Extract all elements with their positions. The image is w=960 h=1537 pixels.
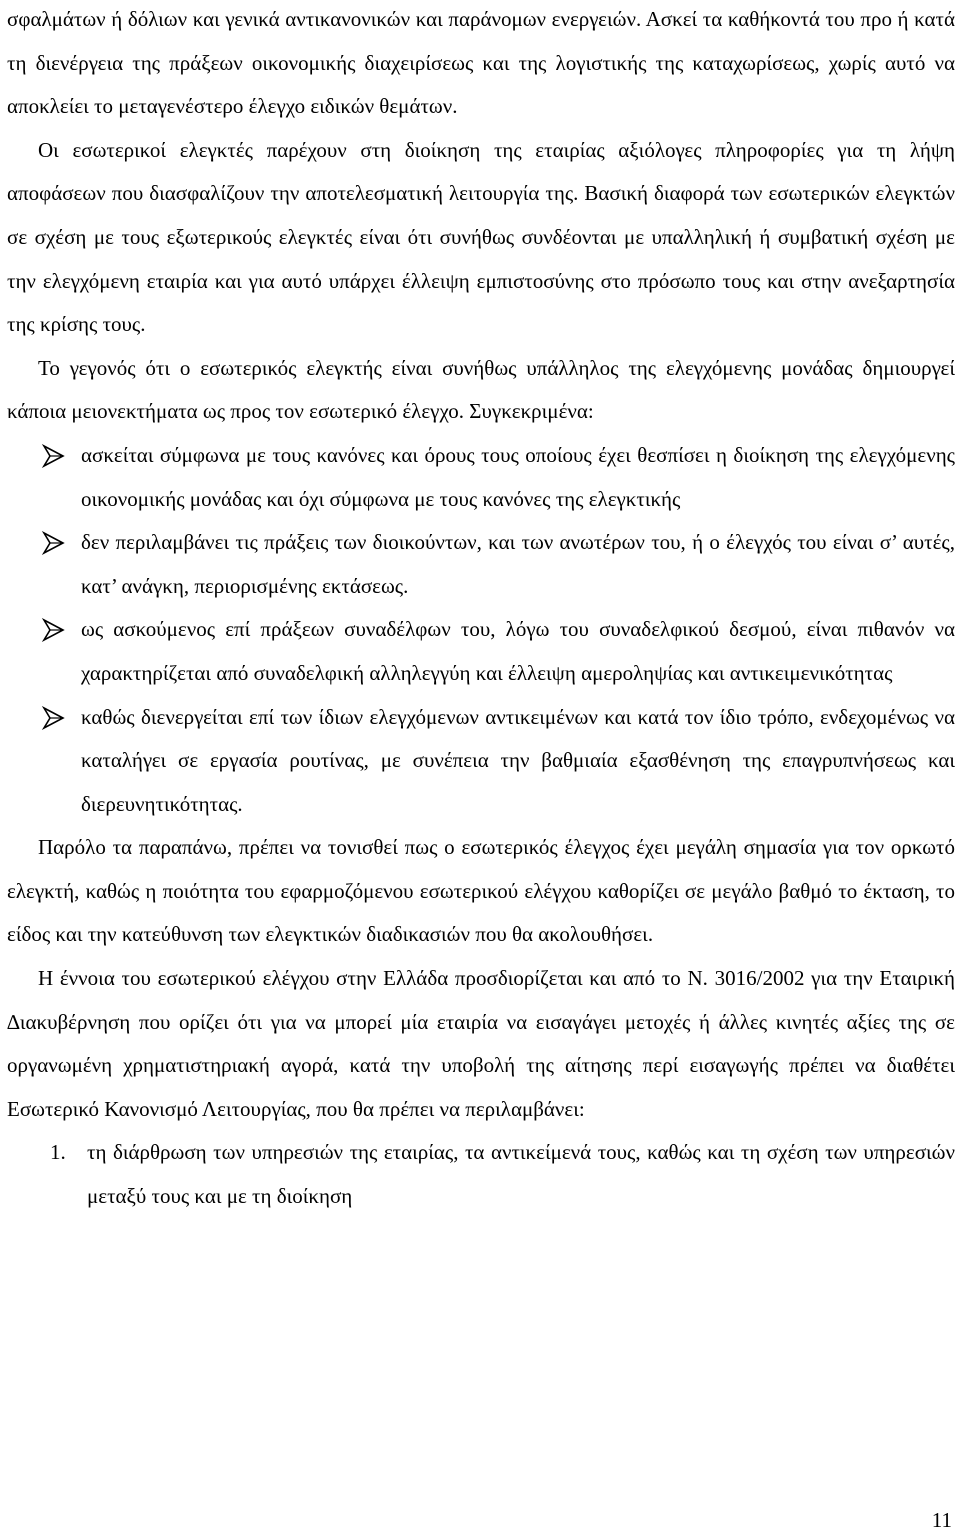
paragraph-law-3016: Η έννοια του εσωτερικού ελέγχου στην Ελλάδα προσδιορίζεται και από το Ν. 3016/2002 για την Εταιρική ∆ιακυβέρνηση που ορίζει ότι για να μπορεί μία εταιρία να εισαγάγει μετοχές ή άλλες κινητές αξίες της σε οργανωμένη χρηματιστηριακή αγορά, κατά την υποβολή της αίτησης περί εισαγωγής πρέπει να διαθέτει Εσωτερικό Κανονισμό Λειτουργίας, που θα πρέπει να περιλαμβάνει: (7, 966, 955, 1121)
list-item-text: καθώς διενεργείται επί των ίδιων ελεγχόμενων αντικειμένων και κατά τον ίδιο τρόπο, ενδεχομένως να καταλήγει σε εργασία ρουτίνας, με συνέπεια την βαθμιαία εξασθένηση της επαγρυπνήσεως και διερευνητικότητας. (81, 704, 955, 816)
arrowhead-bullet-icon (41, 618, 65, 642)
list-item-text: ασκείται σύμφωνα με τους κανόνες και όρους τους οποίους έχει θεσπίσει η διοίκηση της ελεγχόμενης οικονομικής μονάδας και όχι σύμφωνα με τους κανόνες της ελεγκτικής (81, 442, 955, 511)
paragraph-disadvantages-intro: Το γεγονός ότι ο εσωτερικός ελεγκτής είναι συνήθως υπάλληλος της ελεγχόμενης μονάδας δημιουργεί κάποια μειονεκτήματα ως προς τον εσωτερικό έλεγχο. Συγκεκριμένα: (7, 355, 955, 424)
list-item-text: δεν περιλαμβάνει τις πράξεις των διοικούντων, και των ανωτέρων του, ή ο έλεγχός του είναι σ’ αυτές, κατ’ ανάγκη, περιορισμένης εκτάσεως. (81, 530, 955, 598)
arrowhead-bullet-icon (41, 531, 65, 555)
numbered-item-label: 1. (50, 1140, 66, 1165)
requirements-list (7, 1131, 955, 1218)
list-item (7, 521, 955, 608)
list-item (7, 696, 955, 827)
list-item (7, 434, 955, 521)
arrowhead-bullet-icon (41, 444, 65, 468)
page-number: 11 (931, 1508, 952, 1532)
paragraph-importance: Παρόλο τα παραπάνω, πρέπει να τονισθεί πως ο εσωτερικός έλεγχος έχει μεγάλη σημασία για τον ορκωτό ελεγκτή, καθώς η ποιότητα του εφαρμοζόμενου εσωτερικού ελέγχου καθορίζει σε μεγάλο βαθμό το έκταση, το είδος και την κατεύθυνση των ελεγκτικών διαδικασιών που θα ακολουθήσει. (7, 835, 955, 947)
numbered-item-text: τη διάρθρωση των υπηρεσιών της εταιρίας, τα αντικείμενά τους, καθώς και τη σχέση των υπηρεσιών μεταξύ τους και με τη διοίκηση (87, 1140, 955, 1209)
document-page (7, 0, 955, 1219)
arrowhead-bullet-icon (41, 706, 65, 730)
numbered-item (7, 1131, 955, 1218)
list-item-text: ως ασκούμενος επί πράξεων συναδέλφων του, λόγω του συναδελφικού δεσμού, είναι πιθανόν να χαρακτηρίζεται από συναδελφική αλληλεγγύη και έλλειψη αμεροληψίας και αντικειμενικότητας (81, 617, 955, 685)
paragraph-continuation: σφαλμάτων ή δόλιων και γενικά αντικανονικών και παράνομων ενεργειών. Ασκεί τα καθήκοντά του προ ή κατά τη διενέργεια της πράξεων οικονομικής διαχειρίσεως και της λογιστικής της καταχωρίσεως, χωρίς αυτό να αποκλείει το μεταγενέστερο έλεγχο ειδικών θεμάτων. (7, 7, 955, 119)
paragraph-internal-auditors: Οι εσωτερικοί ελεγκτές παρέχουν στη διοίκηση της εταιρίας αξιόλογες πληροφορίες για τη λήψη αποφάσεων που διασφαλίζουν την αποτελεσματική λειτουργία της. Βασική διαφορά των εσωτερικών ελεγκτών σε σχέση με τους εξωτερικούς ελεγκτές είναι ότι συνήθως συνδέονται με υπαλληλική ή συμβατική σχέση με την ελεγχόμενη εταιρία και για αυτό υπάρχει έλλειψη εμπιστοσύνης στο πρόσωπο τους και στην ανεξαρτησία της κρίσης τους. (7, 137, 955, 337)
list-item (7, 608, 955, 695)
disadvantages-list (7, 434, 955, 826)
